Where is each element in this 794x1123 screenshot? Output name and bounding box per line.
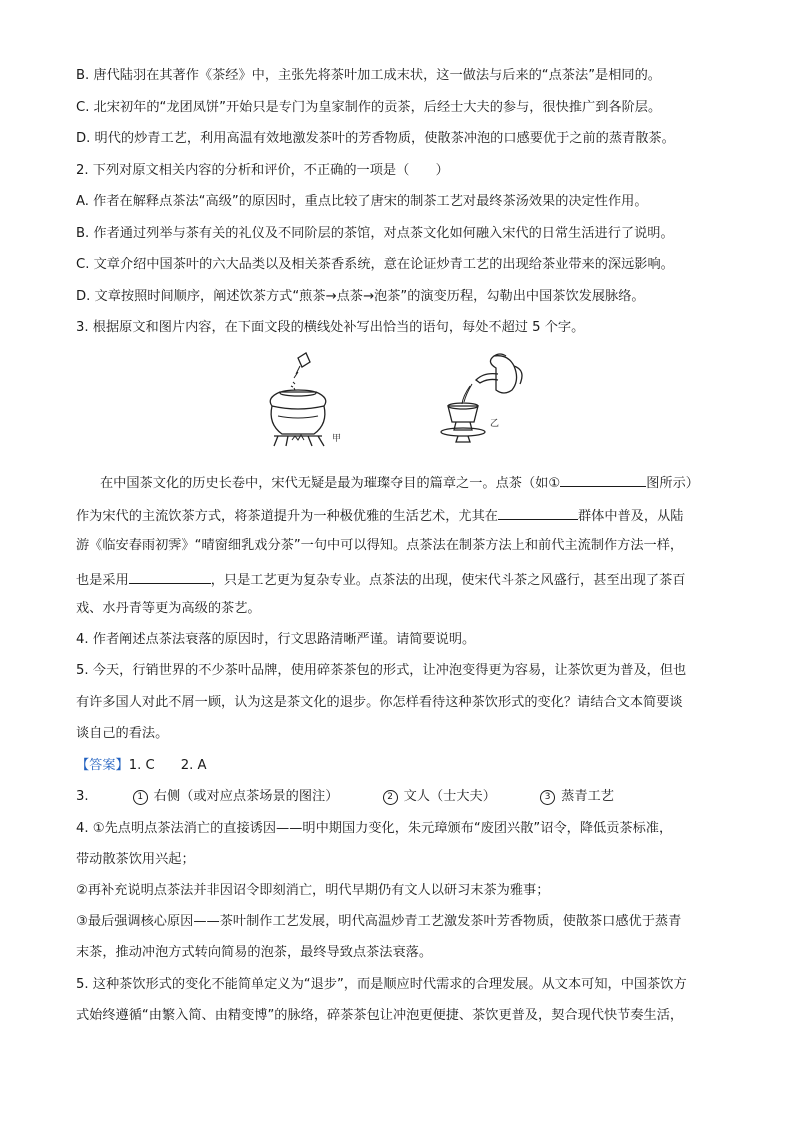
q3-passage-line-5: 戏、水丹青等更为高级的茶艺。 xyxy=(76,601,261,616)
q1-option-c: C. 北宋初年的“龙团凤饼”开始只是专门为皇家制作的贡茶，后经士大夫的参与，很快推广到各阶层。 xyxy=(76,100,662,115)
q2-option-c: C. 文章介绍中国茶叶的六大品类以及相关茶香系统，意在论证炒青工艺的出现给茶业带来的深远影响。 xyxy=(76,257,674,272)
answers-line-1: 【答案】1. C 2. A xyxy=(76,758,207,773)
q3-stem: 3. 根据原文和图片内容，在下面文段的横线处补写出恰当的语句，每处不超过 5 个字。 xyxy=(76,320,585,335)
circled-number-3: 3 xyxy=(540,790,555,805)
circled-number-2: 2 xyxy=(383,790,398,805)
q2-stem: 2. 下列对原文相关内容的分析和评价，不正确的一项是（ ） xyxy=(76,163,449,178)
q2-option-d: D. 文章按照时间顺序，阐述饮茶方式“煎茶→点茶→泡茶”的演变历程，勾勒出中国茶饮发展脉络。 xyxy=(76,289,645,304)
answer-3-line: 3. 1 右侧（或对应点茶场景的图注） 2 文人（士大夫） 3 蒸青工艺 xyxy=(76,789,614,804)
answer-4-line-5: 末茶，推动冲泡方式转向简易的泡茶，最终导致点茶法衰落。 xyxy=(76,945,433,960)
q1-option-b: B. 唐代陆羽在其著作《茶经》中，主张先将茶叶加工成末状，这一做法与后来的“点茶法”是相同的。 xyxy=(76,68,661,83)
q5-line-3: 谈自己的看法。 xyxy=(76,726,169,741)
q4-stem: 4. 作者阐述点茶法衰落的原因时，行文思路清晰严谨。请简要说明。 xyxy=(76,632,476,647)
tea-figure xyxy=(258,350,528,450)
figure-label-b: 乙 xyxy=(490,419,500,429)
q2-option-a: A. 作者在解释点茶法“高级”的原因时，重点比较了唐宋的制茶工艺对最终茶汤效果的决定性作用。 xyxy=(76,194,648,209)
circled-number-1: 1 xyxy=(133,790,148,805)
blank-1[interactable] xyxy=(560,471,646,487)
answer-4-line-2: 带动散茶饮用兴起； xyxy=(76,852,195,867)
answer-4-line-1: 4. ①先点明点茶法消亡的直接诱因——明中期国力变化，朱元璋颁布“废团兴散”诏令，降低贡茶标准， xyxy=(76,821,673,836)
blank-3[interactable] xyxy=(129,568,211,584)
q1-option-d: D. 明代的炒青工艺，利用高温有效地激发茶叶的芳香物质，使散茶冲泡的口感要优于之前的蒸青散茶。 xyxy=(76,131,675,146)
q3-passage-line-3: 游《临安春雨初霁》“晴窗细乳戏分茶”一句中可以得知。点茶法在制茶方法上和前代主流制作方法一样， xyxy=(76,538,684,553)
q3-passage-line-1: 在中国茶文化的历史长卷中，宋代无疑是最为璀璨夺目的篇章之一。点茶（如① 图所示） xyxy=(100,471,736,494)
q3-passage-line-4: 也是采用 ，只是工艺更为复杂专业。点茶法的出现，使宋代斗茶之风盛行，甚至出现了茶百 xyxy=(76,568,736,591)
tea-illustration xyxy=(258,350,528,450)
answer-4-line-3: ②再补充说明点茶法并非因诏令即刻消亡，明代早期仍有文人以研习末茶为雅事； xyxy=(76,883,550,898)
answer-5-line-2: 式始终遵循“由繁入简、由精变博”的脉络，碎茶茶包让冲泡更便捷、茶饮更普及，契合现代快节奏生活， xyxy=(76,1008,684,1023)
answer-4-line-4: ③最后强调核心原因——茶叶制作工艺发展，明代高温炒青工艺激发茶叶芳香物质，使散茶口感优于蒸青 xyxy=(76,914,682,929)
q3-passage-line-2: 作为宋代的主流饮茶方式，将茶道提升为一种极优雅的生活艺术，尤其在 群体中普及，从陆 xyxy=(76,504,736,527)
answer-5-line-1: 5. 这种茶饮形式的变化不能简单定义为“退步”，而是顺应时代需求的合理发展。从文本可知，中国茶饮方 xyxy=(76,977,687,992)
q2-option-b: B. 作者通过列举与茶有关的礼仪及不同阶层的茶馆，对点茶文化如何融入宋代的日常生活进行了说明。 xyxy=(76,226,674,241)
figure-a-drawing xyxy=(270,353,326,446)
blank-2[interactable] xyxy=(498,504,578,520)
figure-label-a: 甲 xyxy=(332,434,342,444)
figure-b-drawing xyxy=(441,354,522,442)
answer-tag: 【答案】 xyxy=(76,758,129,773)
q5-line-1: 5. 今天，行销世界的不少茶叶品牌，使用碎茶茶包的形式，让冲泡变得更为容易，让茶饮更为普及，但也 xyxy=(76,663,687,678)
q5-line-2: 有许多国人对此不屑一顾，认为这是茶文化的退步。你怎样看待这种茶饮形式的变化？请结合文本简要谈 xyxy=(76,695,683,710)
